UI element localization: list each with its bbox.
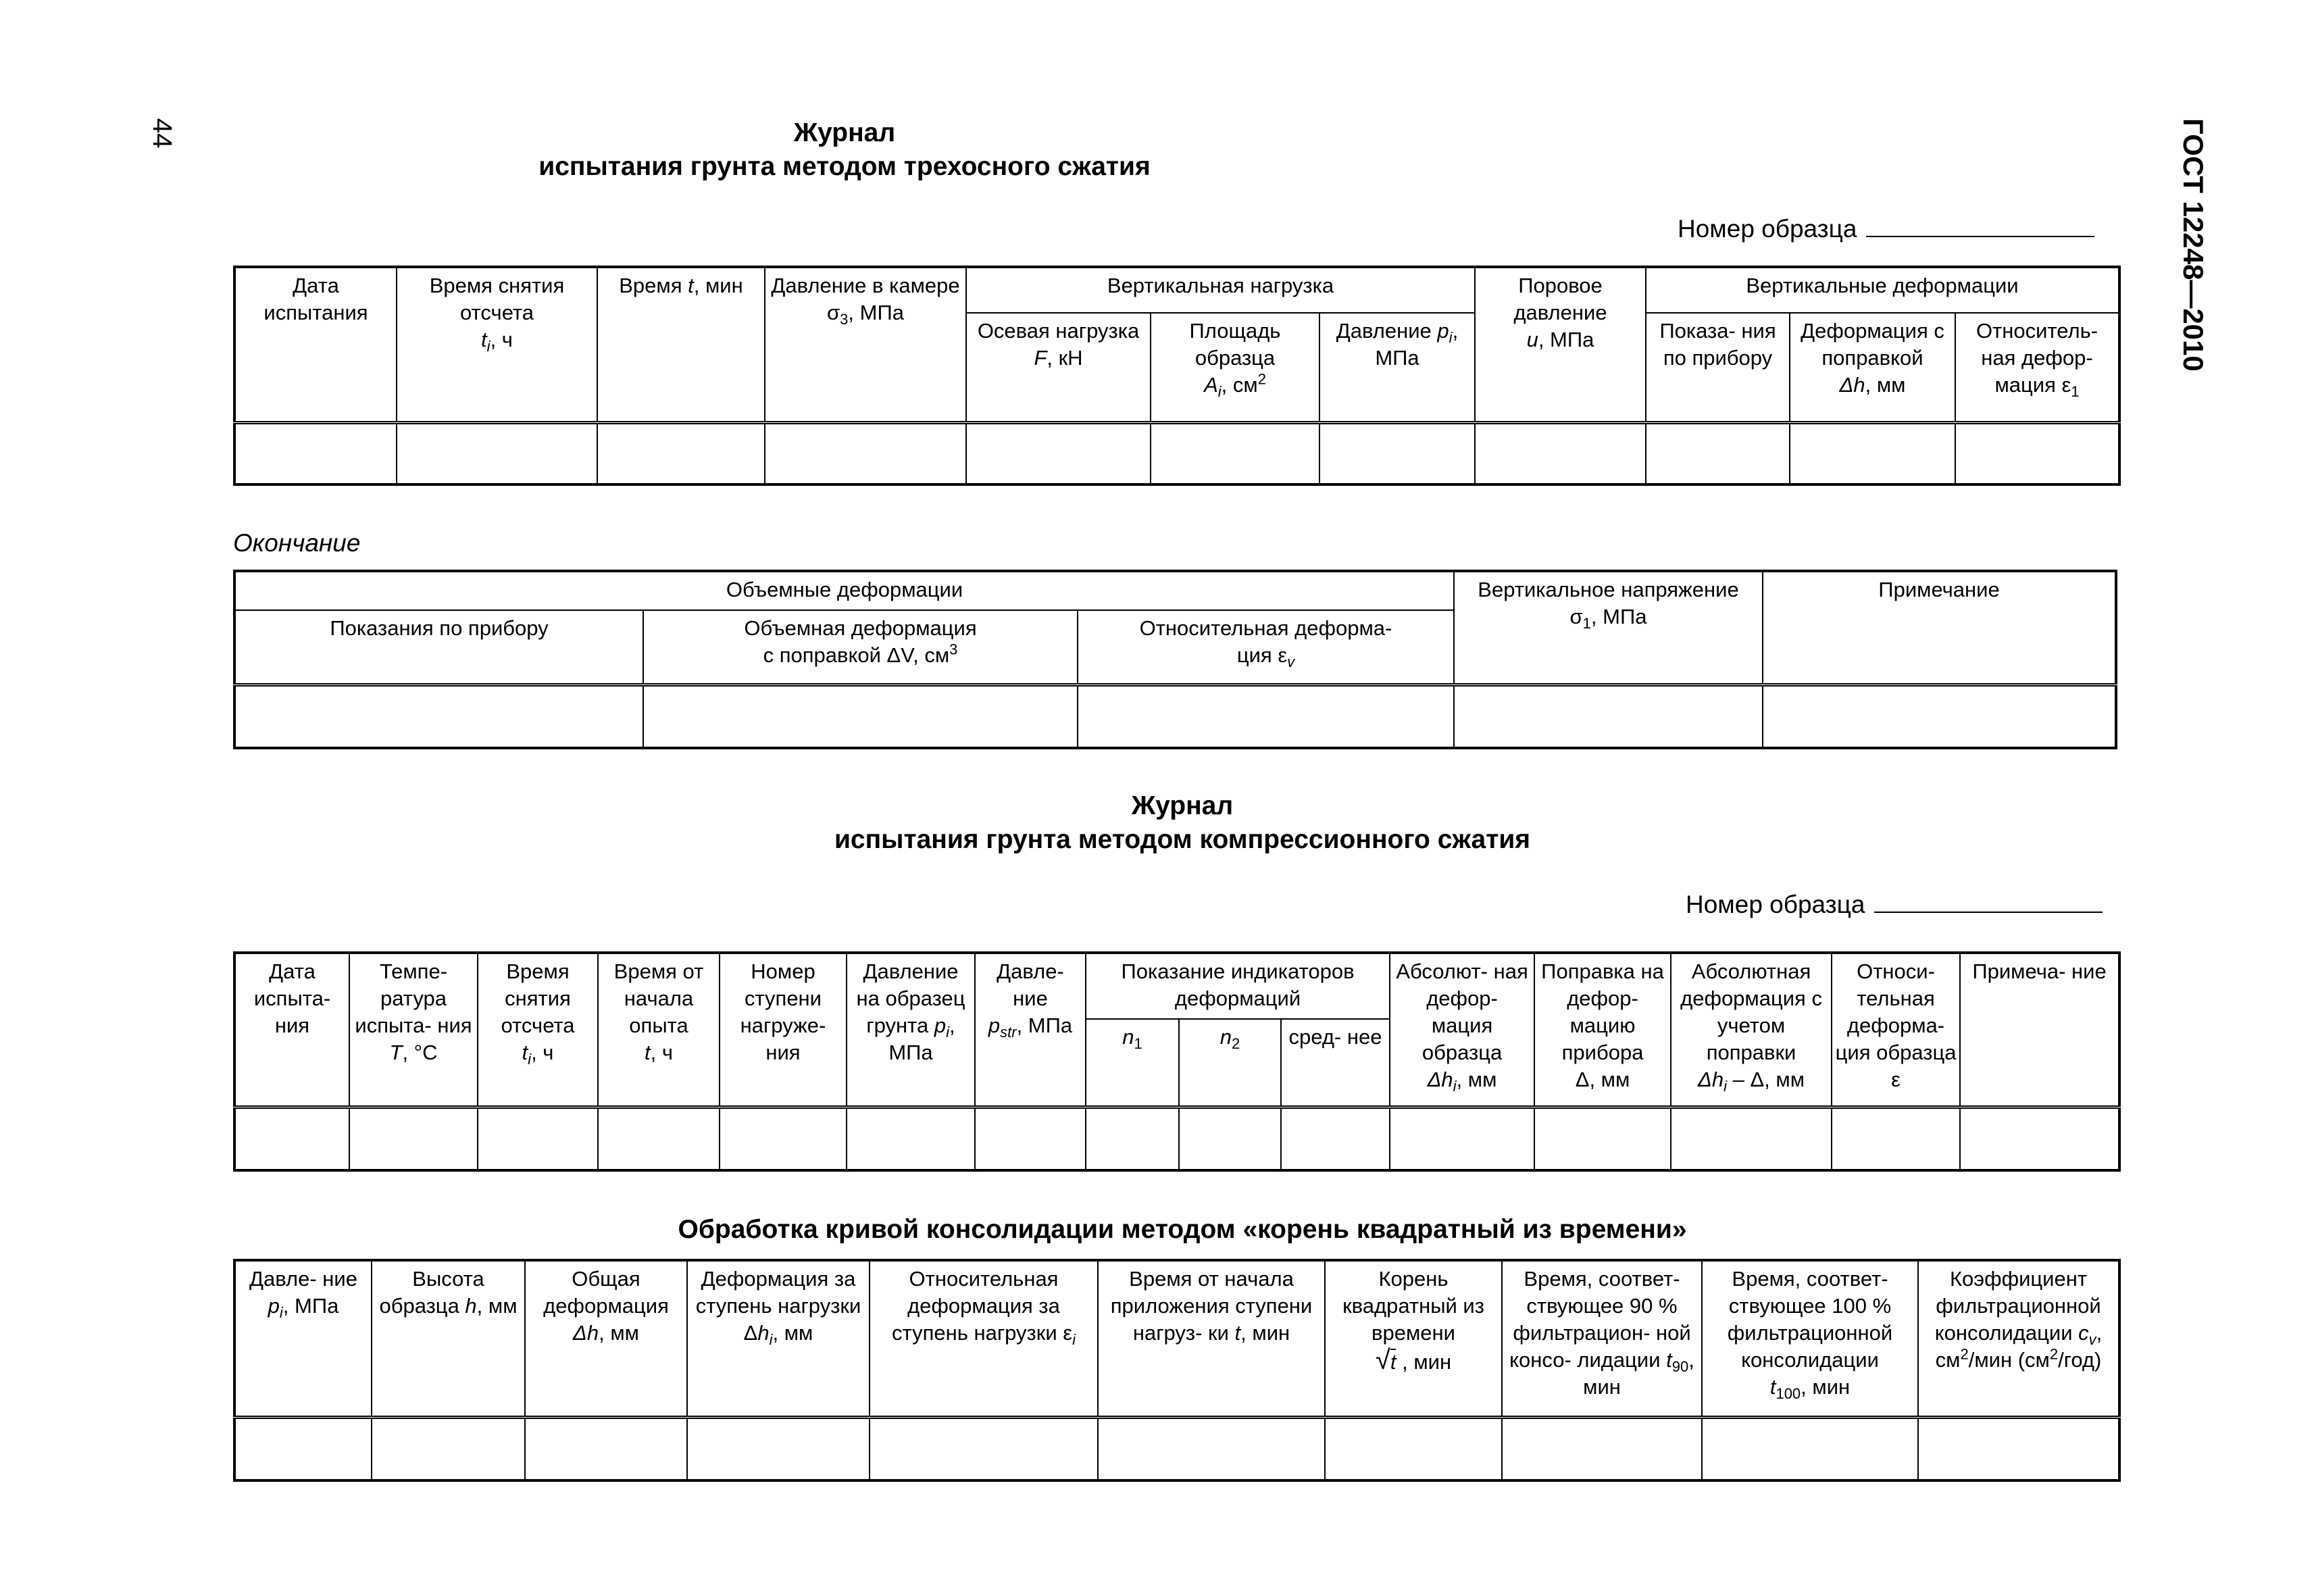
- journal2-sample-number: Номер образца: [1686, 891, 2103, 919]
- header-vertical-stress: Вертикальное напряжение $\sigma_1$, МПа: [1454, 571, 1763, 684]
- header-time-since-start: Время от начала опыта t, ч: [598, 953, 720, 1107]
- header-step-deformation: Деформация за ступень нагрузки $\Delta h_i$, мм: [687, 1260, 870, 1417]
- input-cell[interactable]: [397, 422, 597, 484]
- header-date: Дата испыта- ния: [234, 953, 349, 1107]
- header-date: Дата испытания: [234, 267, 397, 422]
- consolidation-title: Обработка кривой консолидации методом «корень квадратный из времени»: [678, 1215, 1687, 1244]
- input-cell[interactable]: [372, 1417, 525, 1480]
- header-time: Время t, мин: [597, 267, 765, 422]
- input-cell[interactable]: [847, 1107, 975, 1170]
- header-sample-height: Высота образца h, мм: [372, 1260, 525, 1417]
- header-n2: $n_2$: [1179, 1019, 1281, 1107]
- input-cell[interactable]: [1534, 1107, 1671, 1170]
- journal2-title: Журнал испытания грунта методом компрессионного сжатия: [834, 791, 1531, 854]
- input-cell[interactable]: [478, 1107, 598, 1170]
- input-cell[interactable]: [1702, 1417, 1918, 1480]
- header-t100: Время, соответ- ствующее 100 % фильтрационной консолидации $t_{100}$, мин: [1702, 1260, 1918, 1417]
- standard-code: ГОСТ 12248—2010: [2178, 118, 2209, 372]
- header-temperature: Темпе- ратура испыта- ния T, °С: [349, 953, 478, 1107]
- header-device-correction: Поправка на дефор- мацию прибора Δ, мм: [1534, 953, 1671, 1107]
- input-cell[interactable]: [1502, 1417, 1702, 1480]
- header-sqrt-time: Корень квадратный из времени √t , мин: [1325, 1260, 1502, 1417]
- header-consolidation-coefficient: Коэффициент фильтрационной консолидации $c_v$, $см^2$/мин $(см^2/год)$: [1918, 1260, 2119, 1417]
- header-corrected-deformation: Деформация с поправкой Δh, мм: [1790, 313, 1955, 422]
- input-cell[interactable]: [1390, 1107, 1534, 1170]
- page-number: 44: [147, 118, 177, 149]
- input-cell[interactable]: [1325, 1417, 1502, 1480]
- header-volumetric-deformations: Объемные деформации: [234, 571, 1454, 610]
- header-device-readings: Показания по прибору: [234, 610, 643, 684]
- consolidation-table: [233, 1259, 2121, 1482]
- table-row: [234, 1107, 2119, 1170]
- header-step-relative-deformation: Относительная деформация за ступень нагрузки $\varepsilon_i$: [870, 1260, 1098, 1417]
- input-cell[interactable]: [597, 422, 765, 484]
- journal1-title: Журнал испытания грунта методом трехосного сжатия: [538, 118, 1151, 181]
- header-pore-pressure: Поровое давление u, МПа: [1475, 267, 1646, 422]
- input-cell[interactable]: [1832, 1107, 1960, 1170]
- header-absolute-deformation: Абсолют- ная дефор- мация образца $\Delta h_i$, мм: [1390, 953, 1534, 1107]
- header-relative-volumetric: Относительная деформа- ция $\varepsilon_v$: [1078, 610, 1454, 684]
- volumetric-continuation-table: [233, 570, 2117, 749]
- header-pstr: Давле- ние $p_{str}$, МПа: [975, 953, 1086, 1107]
- input-cell[interactable]: [1475, 422, 1646, 484]
- header-volumetric-corrected: Объемная деформация с поправкой ΔV, $см^3$: [643, 610, 1078, 684]
- input-cell[interactable]: [765, 422, 966, 484]
- header-time-from-load: Время от начала приложения ступени нагруз- ки t, мин: [1098, 1260, 1325, 1417]
- input-cell[interactable]: [1918, 1417, 2119, 1480]
- header-t90: Время, соответ- ствующее 90 % фильтрацион- ной консо- лидации $t_{90}$, мин: [1502, 1260, 1702, 1417]
- input-cell[interactable]: [1454, 684, 1763, 748]
- header-pressure: Давле- ние $p_i$, МПа: [234, 1260, 372, 1417]
- header-sample-area: Площадь образца $A_i$, $см^2$: [1151, 313, 1319, 422]
- header-indicators: Показание индикаторов деформаций: [1086, 953, 1390, 1019]
- header-readings: Показа- ния по прибору: [1646, 313, 1790, 422]
- input-cell[interactable]: [234, 1107, 349, 1170]
- input-cell[interactable]: [687, 1417, 870, 1480]
- input-cell[interactable]: [720, 1107, 847, 1170]
- header-vertical-deformations: Вертикальные деформации: [1646, 267, 2119, 313]
- input-cell[interactable]: [1319, 422, 1475, 484]
- header-vertical-load: Вертикальная нагрузка: [966, 267, 1475, 313]
- header-pressure-pi: Давление $p_i$, МПа: [1319, 313, 1475, 422]
- table-row: [234, 422, 2119, 484]
- header-corrected-absolute: Абсолютная деформация с учетом поправки $\Delta h_i$ – Δ, мм: [1671, 953, 1832, 1107]
- continuation-label: Окончание: [233, 529, 361, 557]
- input-cell[interactable]: [234, 422, 397, 484]
- header-note: Примечание: [1763, 571, 2116, 684]
- input-cell[interactable]: [1098, 1417, 1325, 1480]
- compression-journal-table: [233, 951, 2121, 1172]
- input-cell[interactable]: [870, 1417, 1098, 1480]
- input-cell[interactable]: [1960, 1107, 2119, 1170]
- input-cell[interactable]: [1763, 684, 2116, 748]
- input-cell[interactable]: [1179, 1107, 1281, 1170]
- input-cell[interactable]: [1671, 1107, 1832, 1170]
- sample-number-blank[interactable]: [1866, 216, 2094, 237]
- header-sample-pressure: Давление на образец грунта $p_i$, МПа: [847, 953, 975, 1107]
- header-total-deformation: Общая деформация Δh, мм: [525, 1260, 687, 1417]
- input-cell[interactable]: [234, 684, 643, 748]
- input-cell[interactable]: [1646, 422, 1790, 484]
- input-cell[interactable]: [1281, 1107, 1390, 1170]
- header-note: Примеча- ние: [1960, 953, 2119, 1107]
- sample-number-blank[interactable]: [1874, 891, 2103, 913]
- header-relative-deformation: Относитель- ная дефор- мация $\varepsilon_1$: [1955, 313, 2119, 422]
- header-chamber-pressure: Давление в камере $\sigma_3$, МПа: [765, 267, 966, 422]
- input-cell[interactable]: [643, 684, 1078, 748]
- header-relative-deformation: Относи- тельная деформа- ция образца ε: [1832, 953, 1960, 1107]
- header-n1: $n_1$: [1086, 1019, 1179, 1107]
- header-reading-time: Время снятия отсчета $t_i$, ч: [397, 267, 597, 422]
- header-axial-load: Осевая нагрузка F, кН: [966, 313, 1151, 422]
- table-row: [234, 1417, 2119, 1480]
- input-cell[interactable]: [1955, 422, 2119, 484]
- input-cell[interactable]: [1086, 1107, 1179, 1170]
- input-cell[interactable]: [975, 1107, 1086, 1170]
- input-cell[interactable]: [1790, 422, 1955, 484]
- input-cell[interactable]: [525, 1417, 687, 1480]
- header-average: сред- нее: [1281, 1019, 1390, 1107]
- input-cell[interactable]: [966, 422, 1151, 484]
- input-cell[interactable]: [1078, 684, 1454, 748]
- table-row: [234, 684, 2116, 748]
- triaxial-journal-table: [233, 266, 2121, 486]
- input-cell[interactable]: [598, 1107, 720, 1170]
- header-reading-time: Время снятия отсчета $t_i$, ч: [478, 953, 598, 1107]
- input-cell[interactable]: [1151, 422, 1319, 484]
- input-cell[interactable]: [349, 1107, 478, 1170]
- journal1-sample-number: Номер образца: [1678, 215, 2094, 243]
- input-cell[interactable]: [234, 1417, 372, 1480]
- header-load-step: Номер ступени нагруже- ния: [720, 953, 847, 1107]
